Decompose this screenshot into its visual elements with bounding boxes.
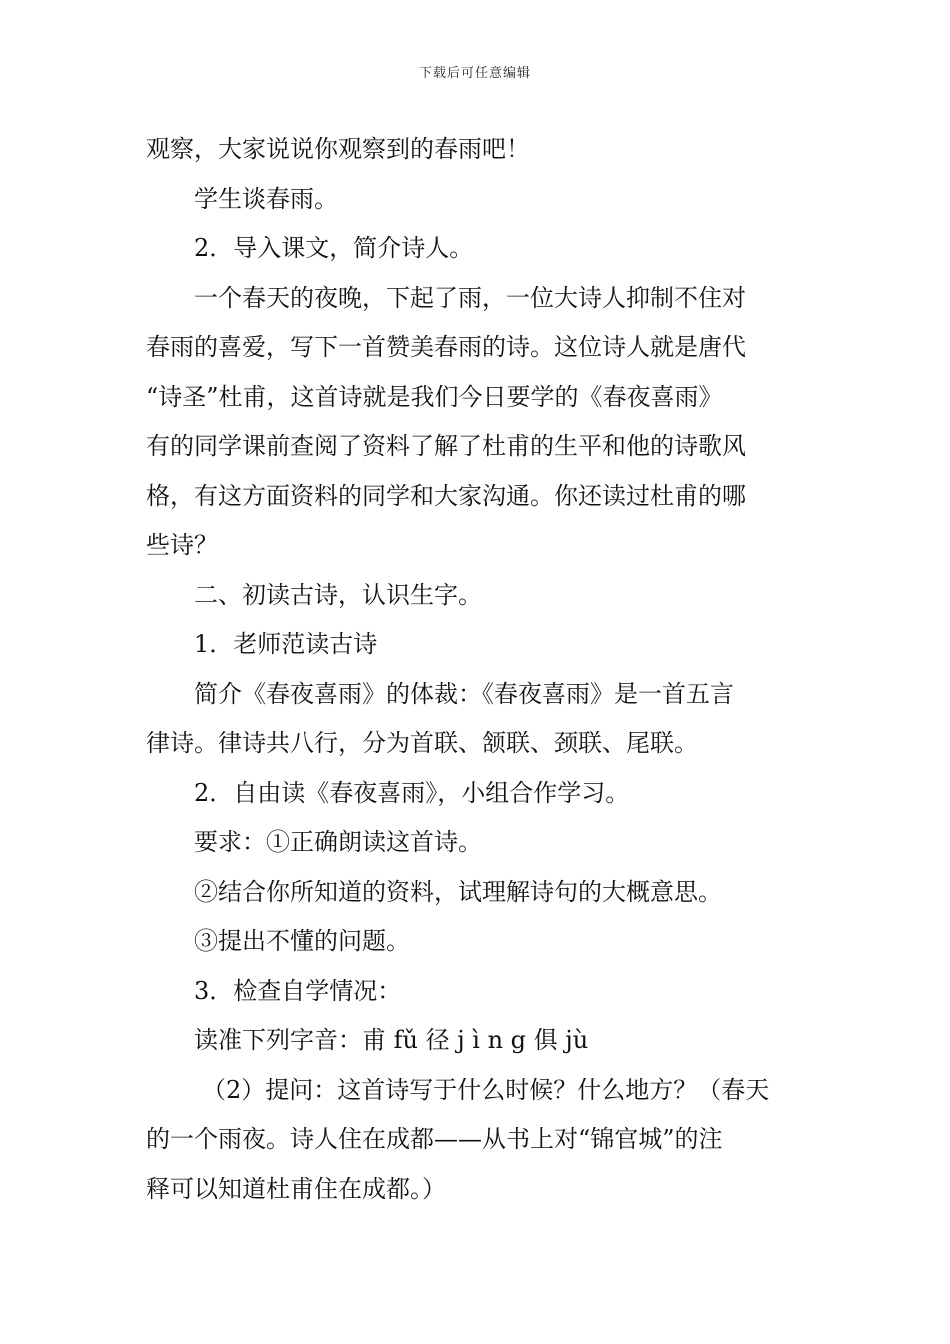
text-line: 春雨的喜爱，写下一首赞美春雨的诗。这位诗人就是唐代 xyxy=(146,333,746,361)
text-line: 格，有这方面资料的同学和大家沟通。你还读过杜甫的哪 xyxy=(146,481,746,510)
text-line: 有的同学课前查阅了资料了解了杜甫的生平和他的诗歌风 xyxy=(146,432,746,460)
text-line: 观察，大家说说你观察到的春雨吧！ xyxy=(146,135,530,163)
text-line: 一个春天的夜晚，下起了雨，一位大诗人抑制不住对 xyxy=(194,283,746,312)
text-line: 学生谈春雨。 xyxy=(194,184,338,213)
text-line: ③提出不懂的问题。 xyxy=(194,927,410,955)
text-line: 3．检查自学情况： xyxy=(194,976,402,1005)
text-line: 简介《春夜喜雨》的体裁：《春夜喜雨》是一首五言 xyxy=(194,679,734,708)
text-line: 1．老师范读古诗 xyxy=(194,630,378,658)
text-line: 2．导入课文，简介诗人。 xyxy=(194,234,474,262)
text-line: “诗圣”杜甫，这首诗就是我们今日要学的《春夜喜雨》 xyxy=(146,382,723,411)
text-line: ②结合你所知道的资料，试理解诗句的大概意思。 xyxy=(194,877,722,906)
text-line: 些诗？ xyxy=(146,531,218,559)
text-line: 的一个雨夜。诗人住在成都——从书上对“锦官城”的注 xyxy=(146,1125,723,1153)
section-heading: 二、初读古诗，认识生字。 xyxy=(194,580,482,609)
page-header: 下载后可任意编辑 xyxy=(418,66,531,81)
text-line: 要求：①正确朗读这首诗。 xyxy=(194,828,482,856)
text-line: 释可以知道杜甫住在成都。） xyxy=(146,1174,446,1203)
text-line: 2．自由读《春夜喜雨》，小组合作学习。 xyxy=(194,778,630,807)
text-line: （2）提问：这首诗写于什么时候？什么地方？（春天 xyxy=(202,1075,770,1104)
document-body xyxy=(146,125,806,1214)
text-line: 律诗。律诗共八行，分为首联、颔联、颈联、尾联。 xyxy=(146,729,698,757)
text-line: 读准下列字音：甫 fǔ 径 j ì n g 俱 jù xyxy=(194,1026,589,1054)
